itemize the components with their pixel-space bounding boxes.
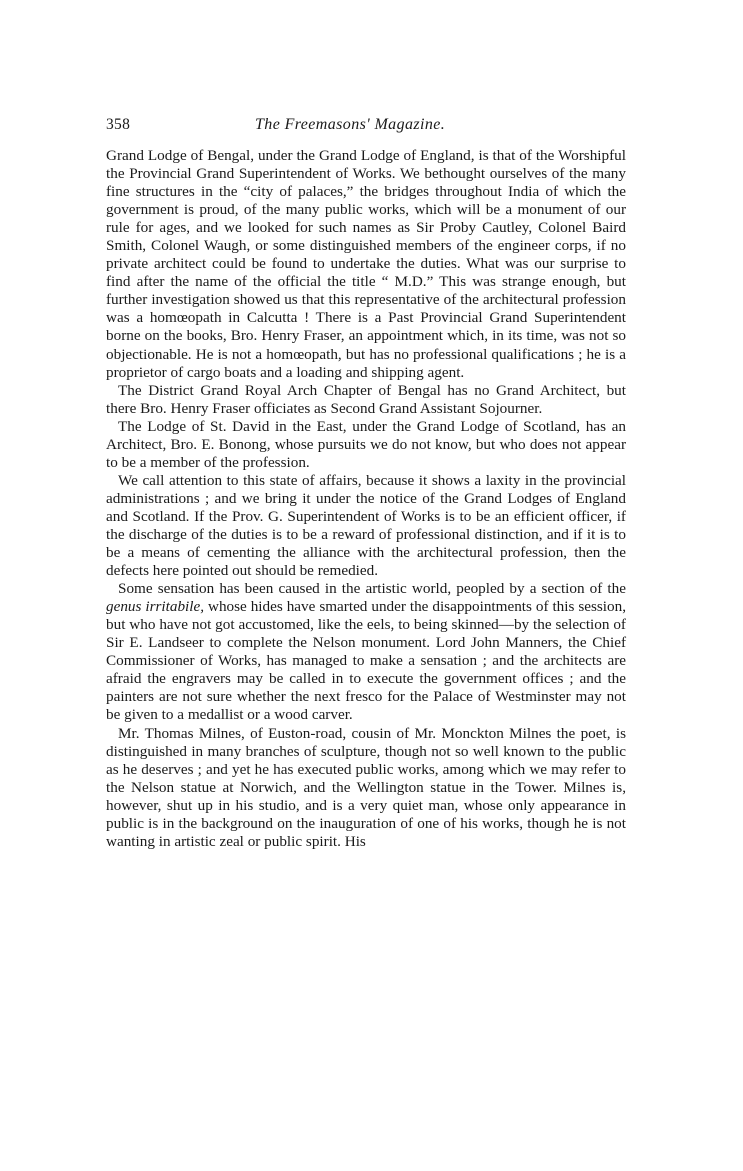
paragraph-laxity: We call attention to this state of affairs, because it shows a laxity in the provincial administrations ; and we bring it under the notice of the Grand Lodges of England and Scotland. If the Prov. G. Superintendent of Works is to be an efficient officer, if the discharge of the duties is to be a reward of professional distinction, and if it is to be a means of cementing the alliance with the architectural profession, then the defects here pointed out should be remedied. xyxy=(106,471,626,580)
paragraph-lodge-st-david: The Lodge of St. David in the East, under the Grand Lodge of Scotland, has an Architect, Bro. E. Bonong, whose pursuits we do not know, but who does not appear to be a member of the profession. xyxy=(106,417,626,471)
paragraph-artistic-sensation xyxy=(106,580,626,724)
italic-phrase: genus irritabile, xyxy=(106,598,205,616)
paragraph-thomas-milnes: Mr. Thomas Milnes, of Euston-road, cousin of Mr. Monckton Milnes the poet, is distinguished in many branches of sculpture, though not so well known to the public as he deserves ; and yet he has executed public works, among which we may refer to the Nelson statue at Norwich, and the Wellington statue in the Tower. Milnes is, however, shut up in his studio, and is a very quiet man, whose only appearance in public is in the background on the inauguration of one of his works, though he is not wanting in artistic zeal or public spirit. His xyxy=(106,724,626,850)
running-title: The Freemasons' Magazine. xyxy=(255,116,446,133)
paragraph-grand-lodge-bengal: Grand Lodge of Bengal, under the Grand Lodge of England, is that of the Worshipful the Provincial Grand Superintendent of Works. We bethought ourselves of the many fine structures in the “city of palaces,” the bridges throughout India of which the government is proud, of the many public works, which will be a monument of our rule for ages, and we looked for such names as Sir Proby Cautley, Colonel Baird Smith, Colonel Waugh, or some distinguished members of the engineer corps, if no private architect could be found to undertake the duties. What was our surprise to find after the name of the official the title “ M.D.” This was strange enough, but further investigation showed us that this representative of the architectural profession was a homœopath in Calcutta ! There is a Past Provincial Grand Superintendent borne on the books, Bro. Henry Fraser, an appointment which, in its time, was not so objectionable. He is not a homœopath, but has no professional qualifications ; he is a proprietor of cargo boats and a loading and shipping agent. xyxy=(106,147,626,381)
page-header xyxy=(106,116,626,138)
paragraph-text-after-italic: whose hides have smarted under the disappointments of this session, but who have not got accustomed, like the eels, to being skinned—by the selection of Sir E. Landseer to complete the Nelson monument. Lord John Manners, the Chief Commissioner of Works, has managed to make a sensation ; and the architects are afraid the engravers may be called in to execute the government offices ; and the painters are not sure whether the next fresco for the Palace of Westminster may not be given to a medallist or a wood carver. xyxy=(106,598,627,724)
page-number: 358 xyxy=(106,116,131,133)
article-body xyxy=(106,147,626,851)
paragraph-royal-arch-chapter: The District Grand Royal Arch Chapter of Bengal has no Grand Architect, but there Bro. Henry Fraser officiates as Second Grand Assistant Sojourner. xyxy=(106,381,626,417)
paragraph-text-before-italic: Some sensation has been caused in the artistic world, peopled by a section of the xyxy=(118,580,626,598)
